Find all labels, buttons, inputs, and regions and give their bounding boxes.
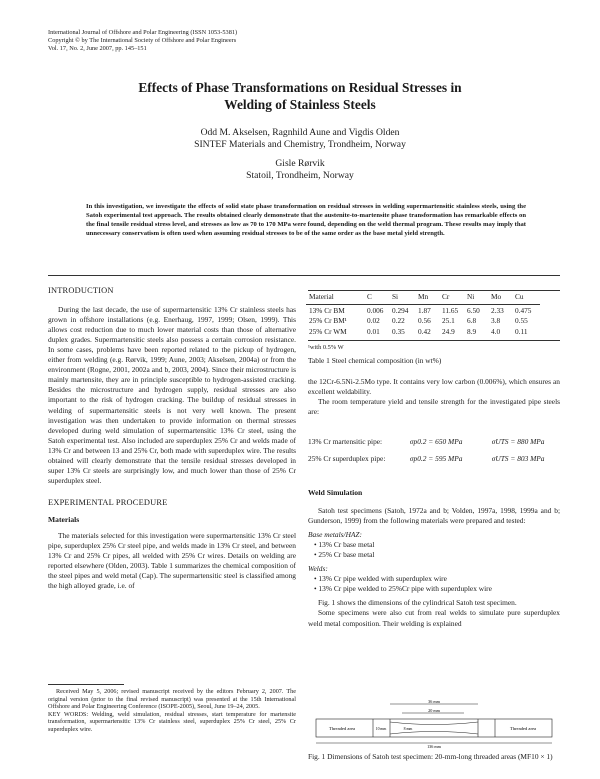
strength-label: 25% Cr superduplex pipe: (308, 454, 386, 463)
footnotes (48, 688, 296, 734)
authors-1: Odd M. Akselsen, Ragnhild Aune and Vigdis Olden (200, 127, 400, 138)
header-mo: Mo (491, 292, 502, 302)
cell: 0.11 (515, 326, 528, 336)
weld-simulation-section (308, 488, 560, 629)
left-thread-label: Threaded area (328, 726, 356, 731)
author-block-2 (0, 158, 600, 182)
cell: 4.0 (491, 326, 501, 336)
authors-2: Gisle Rørvik (275, 158, 325, 169)
right-paragraph-1: the 12Cr-6.5Ni-2.5Mo type. It contains very low carbon (0.006%), which ensures an excellent weldability. (308, 377, 560, 397)
figure-caption: Fig. 1 Dimensions of Satoh test specimen: 20-mm-long threaded areas (MF10 × 1) (308, 752, 553, 761)
affiliation-2: Statoil, Trondheim, Norway (246, 170, 354, 181)
cell: 24.9 (442, 326, 455, 336)
header-mn: Mn (418, 292, 429, 302)
cell: 2.33 (491, 305, 504, 315)
materials-heading: Materials (48, 514, 80, 524)
section-divider (48, 275, 560, 276)
intro-heading: INTRODUCTION (48, 286, 114, 295)
journal-name: International Journal of Offshore and Polar Engineering (ISSN 1053-5381) (48, 29, 238, 36)
cell: 11.65 (442, 305, 459, 315)
header-ni: Ni (467, 292, 475, 302)
uts-value: σUTS = 803 MPa (491, 454, 545, 463)
table-row (306, 306, 540, 317)
table-top-rule (308, 290, 560, 291)
list-item: • 13% Cr pipe welded to 25%Cr pipe with superduplex wire (314, 584, 492, 594)
keywords-note: KEY WORDS: Welding, weld simulation, residual stresses, start temperature for martensite transformation, supermartensitic 13% Cr stainless steel, superduplex 25% Cr steel, 25% Cr superduplex wire. (48, 710, 296, 733)
table-row (306, 327, 540, 338)
uts-value: σUTS = 880 MPa (491, 437, 545, 446)
left-column (48, 286, 296, 591)
list-item: • 25% Cr base metal (314, 550, 375, 560)
cell: 0.56 (418, 316, 431, 326)
cell: 0.01 (367, 326, 380, 336)
experimental-heading: EXPERIMENTAL PROCEDURE (48, 497, 168, 507)
list-item: • 13% Cr base metal (314, 540, 375, 550)
list-item: • 13% Cr pipe welded with superduplex wire (314, 574, 447, 584)
strength-line-2 (308, 454, 560, 464)
welds-label: Welds: (308, 564, 328, 574)
cell: 0.42 (418, 326, 431, 336)
cell: 0.35 (392, 326, 405, 336)
cell: 25.1 (442, 316, 455, 326)
paper-title (0, 80, 600, 113)
right-paragraph-2: The room temperature yield and tensile strength for the investigated pipe steels are: (308, 397, 560, 417)
dim-mid-label: 20 mm (428, 708, 440, 713)
header-material: Material (309, 292, 334, 302)
right-column-text (308, 377, 560, 417)
received-note: Received May 5, 2006; revised manuscript received by the editors February 2, 2007. The original version (prior to the final revised manuscript) was presented at the 15th International Offshore and Polar Engineering Conference (ISOPE-2005), Seoul, June 19–24, 2005. (48, 688, 296, 711)
satoh-specimen-figure (308, 700, 560, 748)
weld-simulation-paragraph: Satoh test specimens (Satoh, 1972a and b; Volden, 1997a, 1998, 1999a and b; Gunderson, 1999) from the following materials were prepared and tested: (308, 506, 560, 526)
cell: 6.50 (467, 305, 480, 315)
affiliation-1: SINTEF Materials and Chemistry, Trondheim, Norway (194, 139, 406, 150)
yield-value: σp0.2 = 595 MPa (409, 454, 463, 463)
cell: 25% Cr WM (309, 326, 347, 336)
table-bottom-rule (308, 340, 560, 341)
cell: 25% Cr BM¹ (309, 316, 347, 326)
base-metals-label: Base metals/HAZ: (308, 530, 362, 540)
table-caption: Table 1 Steel chemical composition (in wt%) (308, 356, 442, 365)
dim-bottom-label: 136 mm (427, 744, 441, 748)
header-cu: Cu (515, 292, 524, 302)
cell: 0.55 (515, 316, 528, 326)
header-cr: Cr (442, 292, 450, 302)
intro-paragraph: During the last decade, the use of supermartensitic 13% Cr stainless steels has grown in offshore installations (e.g. Enerhaug, 1997, 1999; Olsen, 1999). This allows cost reduction due to much lower material costs than those of alternative duplex grades. Supermartensitic steels also possess a certain corrosion resistance. In some cases, problems have been reported related to the pickup of hydrogen, either from welding (e.g. Rørvik, 1999; Aune, 2003; Akselsen, 2004a) or from the environment (Rogne, 2001, 2002a and b, 2003, 2004). Since their microstructure is mainly martensite, they are in principle susceptible to hydrogen-assisted cracking. Besides the microstructure and hydrogen supply, residual stresses are also important to the risk of hydrogen cracking. The buildup of residual stresses in welding of supermartensitic steels is not very well known. The present investigation was then undertaken to provide information on thermal stresses developed during weld simulation of supermartensitic 13% Cr steel, using the Satoh experimental test. Also included are superduplex 25% Cr and welds made of 13% Cr and between 13 and 25% Cr, both made with superduplex wire. The results obtained will clearly demonstrate that the tensile residual stresses developed in super 13% Cr steels are surprisingly low, and much lower than those of 25% Cr superduplex steel. (48, 305, 296, 485)
copyright-line: Copyright © by The International Society of Offshore and Polar Engineers (48, 37, 237, 45)
cell: 1.87 (418, 305, 431, 315)
strength-label: 13% Cr martensitic pipe: (308, 437, 383, 446)
diameter-label: 10 mm (375, 727, 387, 731)
figure-reference: Fig. 1 shows the dimensions of the cylindrical Satoh test specimen. (318, 598, 517, 608)
right-thread-label: Threaded area (509, 726, 537, 731)
cell: 8.9 (467, 326, 477, 336)
title-line-2: Welding of Stainless Steels (224, 96, 376, 112)
cell: 0.006 (367, 305, 384, 315)
cell: 3.8 (491, 316, 501, 326)
footnote-rule (48, 684, 124, 685)
center-diameter-label: 8 mm (403, 727, 413, 731)
journal-header (48, 29, 237, 54)
strength-line-1 (308, 437, 560, 447)
table-header-row (306, 292, 540, 303)
specimen-paragraph: Some specimens were also cut from real welds to simulate pure superduplex weld metal composition. Their welding is explained (308, 608, 560, 628)
weld-simulation-heading: Weld Simulation (308, 488, 363, 497)
table-footnote: ¹with 0.5% W (308, 344, 344, 351)
cell: 0.02 (367, 316, 380, 326)
abstract: In this investigation, we investigate the effects of solid state phase transformation on residual stresses in welding supermartensitic stainless steels, using the Satoh experimental test approach. The results obtained clearly demonstrate that the austenite-to-martensite phase transformation has remarkable effects on the final tensile residual stress level, and stresses as low as 70 to 170 MPa were found, depending on the weld thermal program. These results may imply that unnecessary conservatism is often used when assuming residual stresses to be of the same order as the base metal yield strength. (86, 203, 526, 237)
header-c: C (367, 292, 372, 302)
yield-value: σp0.2 = 650 MPa (409, 437, 463, 446)
author-block-1 (0, 127, 600, 151)
cell: 6.8 (467, 316, 477, 326)
dim-top-label: 36 mm (428, 700, 440, 704)
title-line-1: Effects of Phase Transformations on Residual Stresses in (138, 80, 462, 95)
table-row (306, 316, 540, 327)
volume-line: Vol. 17, No. 2, June 2007, pp. 145–151 (48, 45, 147, 53)
cell: 0.22 (392, 316, 405, 326)
materials-paragraph: The materials selected for this investigation were supermartensitic 13% Cr steel pipe, superduplex 25% Cr steel pipe, and welds made in 13% Cr steel, and between 13% Cr and 25% Cr pipes, all welded with 25% Cr wires. Details on welding are reported elsewhere (Olden, 2003). Table 1 summarizes the chemical composition of the steel pipes and weld metal (Cap). The supermartensitic steel is classified among the high alloyed grade, i.e. of (48, 530, 296, 591)
cell: 13% Cr BM (309, 305, 345, 315)
composition-table (306, 292, 540, 337)
cell: 0.294 (392, 305, 409, 315)
header-si: Si (392, 292, 399, 302)
cell: 0.475 (515, 305, 532, 315)
